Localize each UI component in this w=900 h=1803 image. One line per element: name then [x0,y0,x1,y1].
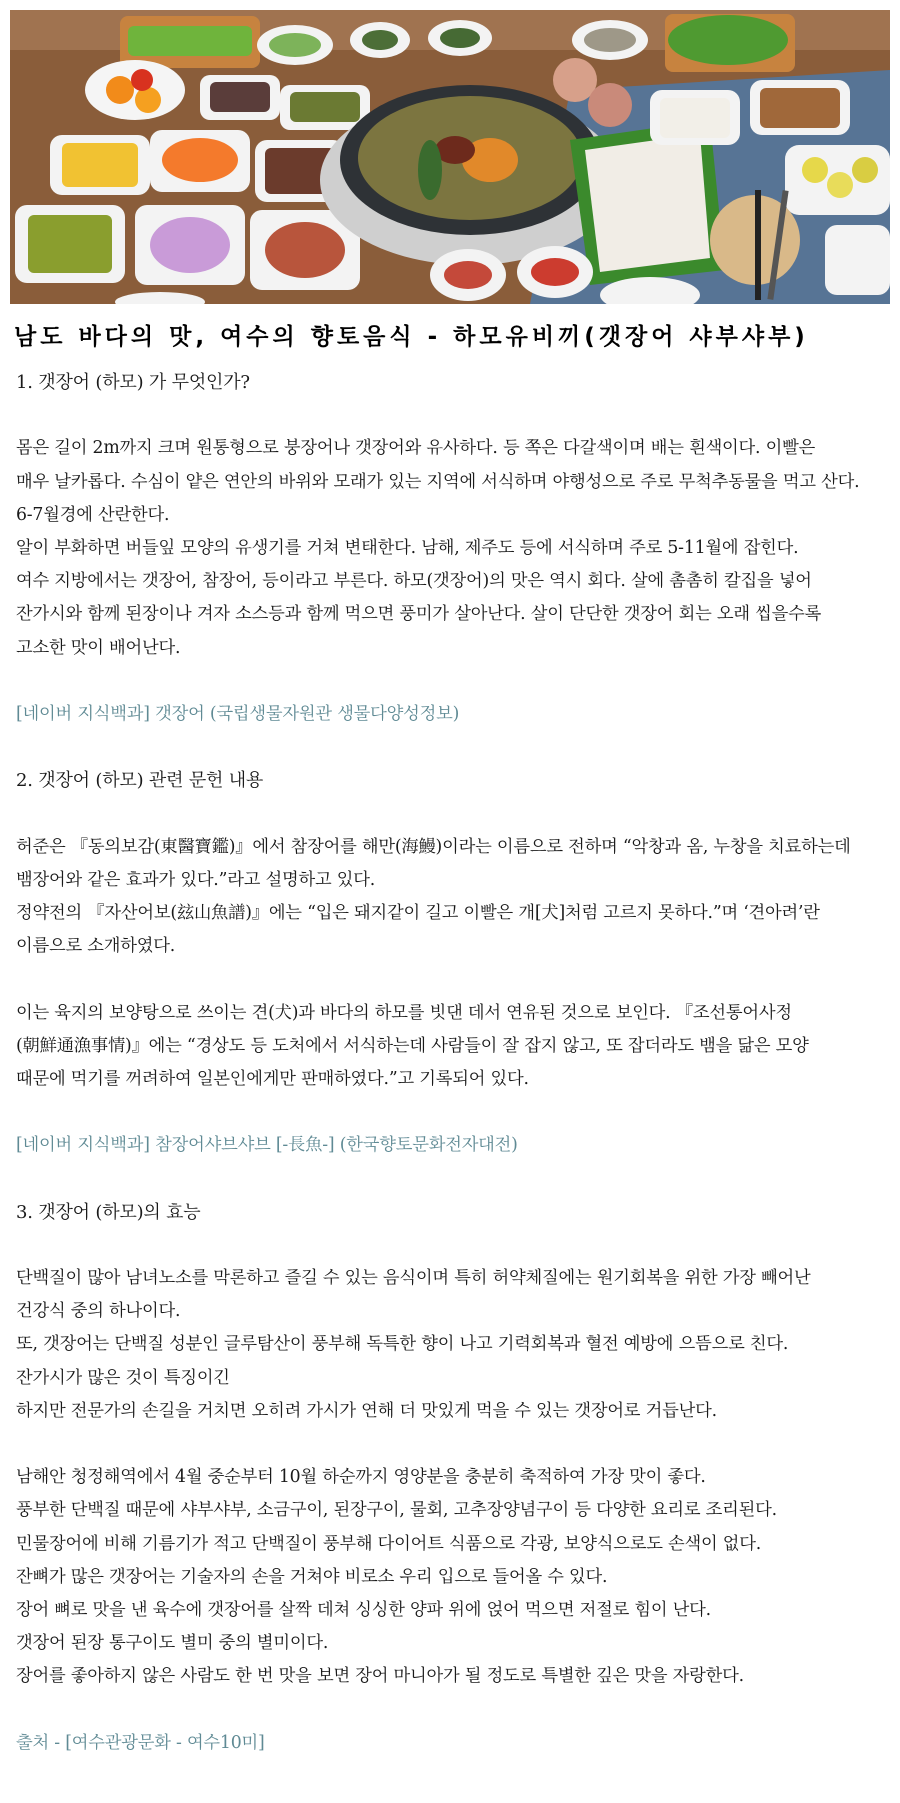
hamo-shabu-table-photo [10,10,890,304]
spacer [16,1428,896,1461]
paragraph-line: 잔가시와 함께 된장이나 겨자 소스등과 함께 먹으면 풍미가 살아난다. 살이 단단한 갯장어 회는 오래 씹을수록 [16,604,822,625]
source-link[interactable]: 출처 - [여수관광문화 - 여수10미] [16,1732,265,1753]
spacer [16,1229,896,1262]
paragraph-line: 허준은 『동의보감(東醫寶鑑)』에서 참장어를 해만(海鰻)이라는 이름으로 전하며 “악창과 옴, 누창을 치료하는데 [16,836,851,857]
article-body [16,366,896,1760]
paragraph-line: 알이 부화하면 버들잎 모양의 유생기를 거쳐 변태한다. 남해, 제주도 등에 서식하며 주로 5-11월에 잡힌다. [16,537,799,558]
paragraph-line: 잔뼈가 많은 갯장어는 기술자의 손을 거쳐야 비로소 우리 입으로 들어올 수 있다. [16,1566,608,1587]
source-link[interactable]: [네이버 지식백과] 참장어샤브샤브 [-長魚-] (한국향토문화전자대전) [16,1135,518,1156]
spacer [16,1163,896,1196]
paragraph-line: 뱀장어와 같은 효과가 있다.”라고 설명하고 있다. [16,869,376,890]
section-heading: 3. 갯장어 (하모)의 효능 [16,1201,201,1223]
hero-photo [10,10,890,304]
paragraph-line: 풍부한 단백질 때문에 샤부샤부, 소금구이, 된장구이, 물회, 고추장양념구이 등 다양한 요리로 조리된다. [16,1500,777,1521]
paragraph-line: 또, 갯장어는 단백질 성분인 글루탐산이 풍부해 독특한 향이 나고 기력회복과 혈전 예방에 으뜸으로 친다. [16,1334,789,1355]
paragraph-line: 장어 뼈로 맛을 낸 육수에 갯장어를 살짝 데쳐 싱싱한 양파 위에 얹어 먹으면 저절로 힘이 난다. [16,1599,711,1620]
source-link[interactable]: [네이버 지식백과] 갯장어 (국립생물자원관 생물다양성정보) [16,703,460,724]
spacer [16,1096,896,1129]
paragraph-line: 이는 육지의 보양탕으로 쓰이는 견(犬)과 바다의 하모를 빗댄 데서 연유된 것으로 보인다. 『조선통어사정 [16,1002,792,1023]
spacer [16,399,896,432]
paragraph-line: 여수 지방에서는 갯장어, 참장어, 등이라고 부른다. 하모(갯장어)의 맛은 역시 회다. 살에 촘촘히 칼집을 넣어 [16,571,812,592]
paragraph-line: 단백질이 많아 남녀노소를 막론하고 즐길 수 있는 음식이며 특히 허약체질에는 원기회복을 위한 가장 빼어난 [16,1268,811,1289]
paragraph-line: (朝鮮通漁事情)』에는 “경상도 등 도처에서 서식하는데 사람들이 잘 잡지 않고, 또 잡더라도 뱀을 닮은 모양 [16,1035,809,1056]
paragraph-line: 정약전의 『자산어보(玆山魚譜)』에는 “입은 돼지같이 길고 이빨은 개[犬]처럼 고르지 못하다.”며 ‘견아려’란 [16,903,820,923]
paragraph-line: 이름으로 소개하였다. [16,936,176,957]
page-title: 남도 바다의 맛, 여수의 향토음식 - 하모유비끼(갯장어 샤부샤부) [14,324,809,350]
paragraph-line: 때문에 먹기를 꺼려하여 일본인에게만 판매하였다.”고 기록되어 있다. [16,1068,529,1089]
section-heading: 2. 갯장어 (하모) 관련 문헌 내용 [16,770,264,792]
paragraph-line: 매우 날카롭다. 수심이 얕은 연안의 바위와 모래가 있는 지역에 서식하며 야행성으로 주로 무척추동물을 먹고 산다. [16,471,860,492]
paragraph-line: 고소한 맛이 배어난다. [16,637,181,658]
spacer [16,797,896,830]
paragraph-line: 민물장어에 비해 기름기가 적고 단백질이 풍부해 다이어트 식품으로 각광, 보양식으로도 손색이 없다. [16,1533,762,1554]
paragraph-line: 갯장어 된장 통구이도 별미 중의 별미이다. [16,1633,329,1654]
spacer [16,731,896,764]
spacer [16,665,896,698]
paragraph-line: 건강식 중의 하나이다. [16,1301,181,1322]
section-heading: 1. 갯장어 (하모) 가 무엇인가? [16,372,250,393]
paragraph-line: 남해안 청정해역에서 4월 중순부터 10월 하순까지 영양분을 충분히 축적하여 가장 맛이 좋다. [16,1467,706,1488]
paragraph-line: 잔가시가 많은 것이 특징이긴 [16,1367,230,1388]
spacer [16,963,896,996]
paragraph-line: 6-7월경에 산란한다. [16,504,170,525]
paragraph-line: 하지만 전문가의 손길을 거치면 오히려 가시가 연해 더 맛있게 먹을 수 있는 갯장어로 거듭난다. [16,1400,717,1421]
spacer [16,1694,896,1727]
paragraph-line: 몸은 길이 2m까지 크며 원통형으로 붕장어나 갯장어와 유사하다. 등 쪽은 다갈색이며 배는 흰색이다. 이빨은 [16,438,816,459]
paragraph-line: 장어를 좋아하지 않은 사람도 한 번 맛을 보면 장어 마니아가 될 정도로 특별한 깊은 맛을 자랑한다. [16,1666,744,1687]
